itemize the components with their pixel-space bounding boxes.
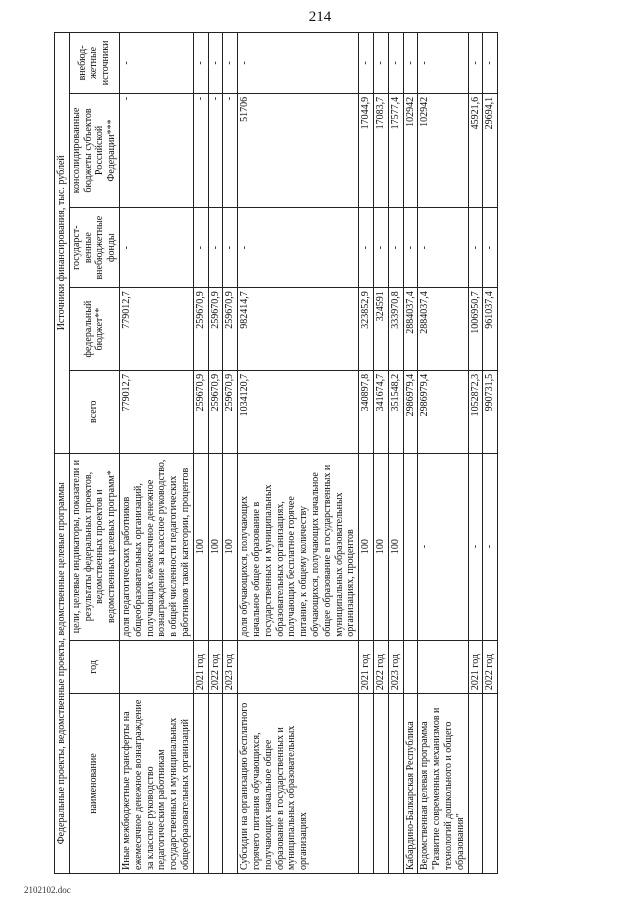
- row-other: -: [388, 33, 403, 94]
- row-other: -: [468, 33, 483, 94]
- row-year: 2022 год: [373, 640, 388, 693]
- row-total: 259670,9: [193, 370, 208, 453]
- row-federal: 324591: [373, 288, 388, 371]
- row-goal: -: [468, 453, 483, 640]
- row-federal: 323852,9: [359, 288, 374, 371]
- row-name: [483, 694, 498, 874]
- row-total: 779012,7: [119, 370, 193, 453]
- row-federal: 259670,9: [193, 288, 208, 371]
- row-federal: 259670,9: [223, 288, 238, 371]
- header-year: год: [69, 640, 119, 693]
- row-other: -: [223, 33, 238, 94]
- table-row: [403, 33, 418, 874]
- row-year: [418, 640, 468, 693]
- header-sources-group: Источники финансирования, тыс. рублей: [55, 33, 70, 454]
- row-regional: 29694,1: [483, 93, 498, 207]
- table-row: [208, 33, 223, 874]
- row-name: [223, 694, 238, 874]
- row-federal: 2884037,4: [418, 288, 468, 371]
- row-total: 259670,9: [208, 370, 223, 453]
- row-funds: -: [238, 208, 359, 288]
- row-name: [468, 694, 483, 874]
- row-name: Субсидии на организацию бесплатного горячего питания обучающихся, получающих начальное общее образование в государственных и муниципальных образовательных организациях: [238, 694, 359, 874]
- row-other: -: [193, 33, 208, 94]
- row-name: [388, 694, 403, 874]
- row-total: 340897,8: [359, 370, 374, 453]
- row-name: [373, 694, 388, 874]
- row-goal: -: [483, 453, 498, 640]
- row-total: 351548,2: [388, 370, 403, 453]
- row-other: -: [403, 33, 418, 94]
- row-total: 259670,9: [223, 370, 238, 453]
- row-other: -: [208, 33, 223, 94]
- row-funds: -: [468, 208, 483, 288]
- row-year: 2023 год: [223, 640, 238, 693]
- row-other: -: [373, 33, 388, 94]
- row-regional: 102942: [403, 93, 418, 207]
- row-regional: 17044,9: [359, 93, 374, 207]
- row-goal: доля педагогических работников общеобразовательных организаций, получающих ежемесячное денежное вознаграждение за классное руководство, в общей численности педагогических работников такой категории, процентов: [119, 453, 193, 640]
- row-year: 2021 год: [359, 640, 374, 693]
- row-total: 990731,5: [483, 370, 498, 453]
- row-name: Кабардино-Балкарская Республика: [403, 694, 418, 874]
- header-offbudget-funds: государст-венные внебюджетные фонды: [69, 208, 119, 288]
- row-goal: 100: [388, 453, 403, 640]
- row-federal: 982414,7: [238, 288, 359, 371]
- document-footer: 2102102.doc: [24, 885, 71, 895]
- row-name: Иные межбюджетные трансферты на ежемесячное денежное вознаграждение за классное руководство педагогическим работникам государственных и муниципальных общеобразовательных организаций: [119, 694, 193, 874]
- row-year: [119, 640, 193, 693]
- row-funds: -: [483, 208, 498, 288]
- row-regional: -: [208, 93, 223, 207]
- table-row: [193, 33, 208, 874]
- row-funds: -: [388, 208, 403, 288]
- row-name: [193, 694, 208, 874]
- row-year: [403, 640, 418, 693]
- table-row: [373, 33, 388, 874]
- row-regional: 102942: [418, 93, 468, 207]
- row-goal: 100: [223, 453, 238, 640]
- page-number: 214: [308, 9, 332, 25]
- row-regional: 45921,6: [468, 93, 483, 207]
- row-goal: 100: [359, 453, 374, 640]
- table-row: [223, 33, 238, 874]
- header-goals: цели, целевые индикаторы, показатели и результаты федеральных проектов, ведомственных проектов и ведомственных целевых программ*: [69, 453, 119, 640]
- row-year: [238, 640, 359, 693]
- header-other-sources: внебюд-жетные источники: [69, 33, 119, 94]
- row-federal: 2884037,4: [403, 288, 418, 371]
- table-row: [483, 33, 498, 874]
- row-goal: -: [418, 453, 468, 640]
- row-funds: -: [193, 208, 208, 288]
- header-regional: консолидированные бюджеты субъектов Российской Федерации***: [69, 93, 119, 207]
- row-funds: -: [418, 208, 468, 288]
- row-funds: -: [373, 208, 388, 288]
- row-year: 2021 год: [468, 640, 483, 693]
- rotated-table-wrapper: [54, 32, 584, 874]
- row-federal: 779012,7: [119, 288, 193, 371]
- row-total: 1052872,3: [468, 370, 483, 453]
- row-year: 2021 год: [193, 640, 208, 693]
- row-year: 2022 год: [208, 640, 223, 693]
- row-year: 2022 год: [483, 640, 498, 693]
- row-funds: -: [403, 208, 418, 288]
- row-other: -: [483, 33, 498, 94]
- row-federal: 333970,8: [388, 288, 403, 371]
- row-total: 2986979,4: [418, 370, 468, 453]
- row-funds: -: [119, 208, 193, 288]
- row-regional: -: [223, 93, 238, 207]
- table-row: [238, 33, 359, 874]
- row-goal: [403, 453, 418, 640]
- row-federal: 961037,4: [483, 288, 498, 371]
- row-name: Ведомственная целевая программа "Развитие современных механизмов и технологий дошкольного и общего образования": [418, 694, 468, 874]
- row-regional: 17577,4: [388, 93, 403, 207]
- row-funds: -: [208, 208, 223, 288]
- table-row: [388, 33, 403, 874]
- row-total: 341674,7: [373, 370, 388, 453]
- row-other: -: [359, 33, 374, 94]
- row-regional: 51706: [238, 93, 359, 207]
- row-name: [359, 694, 374, 874]
- row-goal: 100: [208, 453, 223, 640]
- row-other: -: [418, 33, 468, 94]
- row-funds: -: [359, 208, 374, 288]
- row-year: 2023 год: [388, 640, 403, 693]
- table-row: [418, 33, 468, 874]
- row-goal: 100: [373, 453, 388, 640]
- row-federal: 259670,9: [208, 288, 223, 371]
- header-total: всего: [69, 370, 119, 453]
- row-total: 2986979,4: [403, 370, 418, 453]
- row-funds: -: [223, 208, 238, 288]
- row-total: 1034120,7: [238, 370, 359, 453]
- row-goal: 100: [193, 453, 208, 640]
- header-name: наименование: [69, 694, 119, 874]
- row-federal: 1006950,7: [468, 288, 483, 371]
- row-other: -: [119, 33, 193, 94]
- row-regional: -: [193, 93, 208, 207]
- row-goal: доля обучающихся, получающих начальное общее образование в государственных и муниципальных образовательных организациях, получающих бесплатное горячее питание, к общему количеству обучающихся, получающих начальное общее образование в государственных и муниципальных образовательных организациях, процентов: [238, 453, 359, 640]
- financing-table: [54, 32, 498, 874]
- header-federal: федеральный бюджет**: [69, 288, 119, 371]
- row-regional: 17083,7: [373, 93, 388, 207]
- row-name: [208, 694, 223, 874]
- table-row: [119, 33, 193, 874]
- rotated-table-frame: [54, 32, 584, 874]
- row-other: -: [238, 33, 359, 94]
- table-row: [468, 33, 483, 874]
- table-row: [359, 33, 374, 874]
- header-projects-group: Федеральные проекты, ведомственные проекты, ведомственные целевые программы: [55, 453, 70, 873]
- row-regional: -: [119, 93, 193, 207]
